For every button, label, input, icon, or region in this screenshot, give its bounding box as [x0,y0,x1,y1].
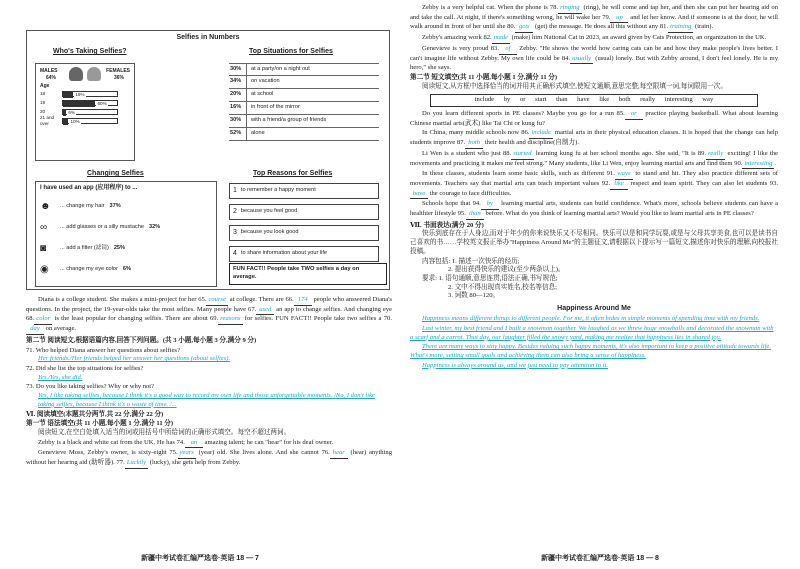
age-bar-track [62,100,118,106]
blank-68: color [34,315,52,325]
situation-row [229,63,379,76]
reasons-list [229,183,379,267]
situation-pct: 16% [229,102,247,114]
age-pct: 19% [75,91,85,97]
blank-83: of [499,45,517,55]
blank-67: used [256,306,274,316]
age-pct: 10% [70,118,80,124]
female-icon [87,67,101,81]
changing-pct: 32% [148,223,161,230]
situation-row [229,89,379,102]
reason-text: because you feel good [240,208,298,215]
age-bar-track [62,91,118,97]
changing-text: ... change my hair [60,202,105,209]
blank-90: interesting [742,160,774,170]
writing-requirement-2: 2. 文中不得出现真实姓名,校名等信息; [448,283,557,291]
situations-list [229,63,379,141]
infographic-title: Selfies in Numbers [176,34,240,41]
blank-77: Luckily [125,459,148,469]
section-6-title: Ⅵ. 阅读填空(本题共分两节,共 22 分,满分 22 分) [26,411,164,419]
answer-73: Yes, I like taking selfies, because I think it's a good way to record my own life and those unforgettable moments. /No, I don't like taking selfies, because I think it's a waste of time. /... [38,392,375,408]
blank-76: hear [330,449,348,459]
fun-fact: FUN FACT!! People take TWO selfies a day on average. [229,263,387,285]
age-name: 21 and over [40,115,55,127]
writing-content-2: 2. 提出获得快乐的建议(至少两条以上)。 [448,266,565,274]
writing-content-1: 内容包括: 1. 描述一次快乐的经历; [422,257,520,265]
age-bar-track [62,109,118,115]
reason-text: because you look good [240,229,299,236]
age-name: 19 [40,100,46,106]
changing-heading: Changing Selfies [87,170,144,177]
situation-row [229,128,379,141]
changing-row [36,238,216,259]
age-bar [63,110,66,116]
females-label: FEMALES [106,68,130,74]
hair-icon: ☻ [40,200,51,212]
diana-paragraph: Diana is a college student. She makes a mini-project for her 65. course at college. There are 66. 174 people who answered Diana's questions. In the project, the 19-year-olds take the most selfies. Many people have 67. used an app to change selfies. And changing eye 68. color is the least popular for changing selfies. There are about 69. reasons for selfies. FUN FACT!! People take two selfies a 70.day on average. [26,296,392,335]
reason-number: 2 [233,208,237,216]
blank-66: 174 [294,296,312,306]
age-bar [63,119,68,125]
reason-item [229,225,379,241]
situation-text: at school [251,91,274,98]
age-pct: 60% [97,100,107,106]
male-icon [69,67,83,81]
mustache-glasses-icon: ∞ [40,221,48,233]
situation-row [229,76,379,89]
age-label: Age [40,83,50,90]
blank-82: made [492,34,510,44]
changing-text: ... change my eye color [60,265,118,272]
writing-requirement-3: 3. 词数 80—120。 [448,292,500,300]
age-bar [63,92,73,98]
changing-pct: 37% [109,202,121,209]
age-row [36,90,134,99]
age-name: 18 [40,91,46,97]
blank-74: an [185,439,203,449]
essay-paragraph: Happiness is always around us, and we just need to pay attention to it. [422,361,609,369]
males-pct: 64% [46,74,57,81]
answer-71: Her friends./Her friends helped her answer her questions (about selfies). [38,355,231,363]
blank-88: started [511,150,533,160]
age-bar [63,101,95,107]
reason-text: to remember a happy moment [240,187,316,194]
question-71: 71. Who helped Diana answer her questions about selfies? [26,346,180,354]
changing-row [36,196,216,217]
blank-91: ways [615,170,633,180]
word-bank: include by or start than have like both really interesting way [430,94,758,107]
blank-84: usually [570,55,593,65]
blank-70: day [26,325,44,335]
situation-pct: 52% [229,128,247,140]
blank-93: have [410,190,428,200]
situation-text: with a friend/a group of friends [251,117,327,124]
blank-92: like [610,180,628,190]
changing-row [36,217,216,238]
males-label: MALES [40,68,58,74]
answer-72: Yes./Yes, she did. [38,373,83,381]
china-paragraph: In China, many middle schools now 86. include martial arts in their physical education classes. It is hoped that the change can help students improve 87. both their health and discipline(自制力). [410,129,778,148]
age-row [36,99,134,108]
grammar-fill-title: 第一节 语法填空(共 11 小题,每小题 1 分,满分 11 分) [26,420,174,428]
situations-heading: Top Situations for Selfies [249,48,333,55]
right-text-column [410,4,778,372]
reason-text: to share information about your life [240,250,328,257]
changing-intro: I have used an app (应用程序) to ... [40,185,138,191]
essay-body [410,315,778,370]
changing-pct: 25% [113,244,126,251]
blank-94: by [481,200,499,210]
zebby-paragraph: Zebby is a black and white cat from the UK. He has 74. an amazing talent; he can "hear" for his deaf owner. [26,439,392,449]
situation-text: on vacation [251,78,280,85]
word-fill-instruction: 阅读短文,从方框中选择恰当的词并用其正确形式填空,使短文通顺,意思完整,每空限填一词,每词限用一次。 [422,82,727,90]
blank-75: years [178,449,196,459]
writing-prompt: 快乐到底存在于人身边,而对于年少的你来说快乐又不尽相同。快乐可以是和同学玩耍,或是与父母共享美食,也可以是读书自己喜欢的书……学校英文报正举办"Happiness Around Me"的主题征文,请根据以下提示写一篇短文,描述你对快乐的理解,向校报社投稿。 [410,230,778,255]
blank-65: course [206,296,228,306]
essay-paragraph: There are many ways to stay happy. Besides valuing such happy moments, it's also important to keep a positive attitude towards life. What's more, setting small goals and achieving them can also bring a sense of happiness. [410,343,772,360]
reason-number: 1 [233,187,237,195]
females-pct: 36% [113,74,124,81]
blank-87: both [465,139,483,149]
schools-paragraph: Schools hope that 94. by learning martial arts, students can build confidence. What's more, schools believe students can have a healthier lifestyle 95. than before. What do you think of learning martial arts? Would you like to learn martial arts in PE classes? [410,200,778,219]
changing-text: ... add a filter (滤镜) [60,244,109,251]
pe-paragraph: Do you learn different sports in PE classes? Maybe you go for a run 85. or practice playing basketball. What about learning Chinese martial arts(武术) like Tai Chi or kung fu? [410,110,778,127]
reason-item [229,204,379,220]
reasons-heading: Top Reasons for Selfies [253,170,333,177]
changing-row [36,259,216,280]
zebby-award-paragraph: Zebby's amazing work 82. made (make) him National Cat in 2023, an award given by Cats Protection, an organization in the UK. [410,34,778,44]
age-name: 20 [40,109,46,115]
selfie-infographic [26,30,390,290]
who-heading: Who's Taking Selfies? [53,48,127,55]
changing-pct: 6% [122,265,131,272]
situation-text: in front of the mirror [251,104,300,111]
grammar-fill-instruction: 阅读短文,在空白处填入适当的词或用括号中所给词的正确形式填空。每空不超过两词。 [38,428,291,436]
writing-requirement-1: 要求: 1. 语句通顺,意思连贯,语法正确,书写规范; [422,274,558,282]
reason-item [229,183,379,199]
changing-panel [35,181,217,287]
situation-text: alone [251,130,265,137]
blank-78: ringing [558,4,581,14]
question-72: 72. Did she list the top situations for selfies? [26,364,144,372]
question-73: 73. Do you like taking selfies? Why or why not? [26,383,155,391]
blank-95: than [466,210,484,220]
blank-81: training [668,23,693,33]
eye-icon: ◉ [40,263,49,275]
left-text-column [26,296,392,470]
genevieve-proud-paragraph: Genevieve is very proud 83. of Zebby. "He shows the world how caring cats can be and how they make people's lives better. I can't imagine life without Zebby. My own life could be 84. usually (usual) lonely. But with Zebby around, I don't feel lonely. He is my hero," she says. [410,44,778,72]
essay-paragraph: Happiness means different things to different people. For me, it often hides in simple moments of spending time with my friends. [422,315,760,323]
situation-row [229,115,379,128]
filter-icon: ◙ [40,242,47,254]
age-pct: 6% [68,109,75,115]
essay-title: Happiness Around Me [557,305,631,313]
essay-paragraph: Last winter, my best friend and I built a snowman together. We laughed as we threw huge snowballs and decorated the snowman with a scarf and a carrot. That day, our laughter filled the snowy yard, making me realize that happiness lies in shared joy. [410,325,774,341]
age-row [36,117,134,126]
situation-text: at a party/on a night out [251,65,310,72]
situation-pct: 34% [229,76,247,88]
situation-pct: 20% [229,89,247,101]
left-footer: 新疆中考试卷汇编严选卷·英语 18 — 7 [141,554,259,562]
situation-pct: 30% [229,115,247,127]
changing-text: ... add glasses or a silly mustache [60,223,144,230]
writing-title: Ⅶ. 书面表达(满分 20 分) [410,221,484,229]
right-footer: 新疆中考试卷汇编严选卷·英语 18 — 8 [541,554,659,562]
li-wen-paragraph: Li Wen is a student who just 88. started learning kung fu at her school months ago. She said, "It is 89. really exciting! I like the movements and practicing it makes me feel strong." Many students, like Li Wen, enjoy learning martial arts and find them 90. interesting . [410,150,778,169]
zebby-helpful-paragraph: Zebby is a very helpful cat. When the phone is 78. ringing (ring), he will come and tap her, and then she can put her hearing aid on and take the call. At night, if there's something wrong, he will wake her 79. up and let her know. And if someone is at the door, he will walk around in front of her until she 80. gets (get) the message. He does all this without any 81. training (train). [410,4,778,33]
blank-79: up [610,14,628,24]
blank-85: or [625,110,643,120]
genevieve-paragraph: Genevieve Moss, Zebby's owner, is sixty-eight 75. years (year) old. She lives alone. And she cannot 76. hear (hear) anything without her hearing aid (助听器). 77. Luckily (lucky), she gets help from Zebby. [26,449,392,468]
situation-pct: 30% [229,64,247,75]
blank-89: really [706,150,725,160]
reason-number: 3 [233,229,237,237]
blank-80: gets [515,23,533,33]
skills-paragraph: In these classes, students learn some basic skills, such as different 91. ways to stand and hit. They also practice different sets of movements. Teachers say that martial arts can teach important values 92. like respect and team spirit. They can also let students 93.have the courage to face difficulties. [410,170,778,199]
section-2-title: 第二节 阅读短文,根据语篇内容,回答下列问题。(共 3 小题,每小题 3 分,满分 9 分) [26,336,257,344]
who-panel [35,63,135,161]
blank-86: include [529,129,552,139]
situation-row [229,102,379,115]
age-bar-track [62,118,118,124]
reason-number: 4 [233,250,237,258]
word-fill-title: 第二节 短文填空(共 11 小题,每小题 1 分,满分 11 分) [410,73,558,81]
blank-69: reasons [218,315,242,325]
reason-item [229,246,379,262]
right-page [400,0,800,569]
